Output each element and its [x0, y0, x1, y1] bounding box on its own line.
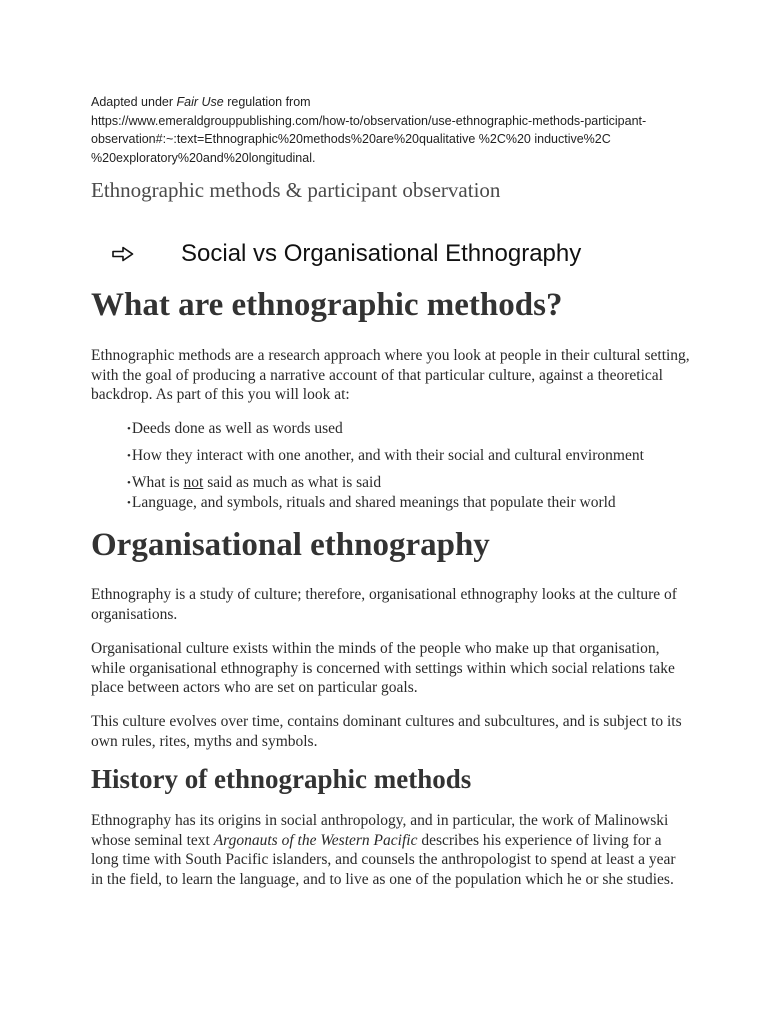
section1-intro-paragraph: Ethnographic methods are a research approach where you look at people in their cultural setting, with the goal of producing a narrative account of that particular culture, against a theoretical backdrop. As part of this you will look at: [91, 347, 690, 403]
list-item-text: How they interact with one another, and with their social and cultural environment [131, 447, 644, 464]
section3-paragraph [91, 811, 691, 889]
source-url-line-1[interactable]: https://www.emeraldgrouppublishing.com/how-to/observation/use-ethnographic-methods-participant- [91, 113, 647, 128]
list-item [127, 420, 343, 438]
list-item-text: What is [131, 474, 184, 491]
document-subtitle: Ethnographic methods & participant observation [91, 178, 501, 202]
attribution-note [91, 93, 701, 167]
bullet-dot: • [127, 477, 131, 489]
arrow-heading-text: Social vs Organisational Ethnography [181, 240, 582, 267]
paragraph-text: describes his experience of living for a long time with South Pacific islanders, and counsels the anthropologist to spend at least a year in the field, to learn the language, and to live as one of the population which he or she studies. [91, 831, 676, 888]
right-arrow-outline-icon [112, 246, 134, 262]
bullet-dot: • [127, 423, 131, 435]
list-item [127, 447, 644, 465]
attribution-prefix: Adapted under [91, 95, 177, 109]
section-heading-organisational-ethnography: Organisational ethnography [91, 527, 490, 563]
source-url-line-2[interactable]: observation#:~:text=Ethnographic%20methods%20are%20qualitative %2C%20 inductive%2C [91, 132, 611, 146]
list-item [127, 474, 381, 492]
bullet-dot: • [127, 497, 131, 509]
list-item-text: Language, and symbols, rituals and shared meanings that populate their world [131, 494, 616, 511]
list-item [127, 494, 616, 512]
arrow-heading-row [112, 236, 581, 272]
section2-paragraph-3: This culture evolves over time, contains dominant cultures and subcultures, and is subject to its own rules, rites, myths and symbols. [91, 713, 682, 750]
section-heading-what-are-methods: What are ethnographic methods? [91, 287, 563, 323]
attribution-suffix: regulation from [223, 95, 311, 109]
list-item-text: said as much as what is said [203, 474, 382, 491]
bullet-dot: • [127, 450, 131, 462]
section2-paragraph-1: Ethnography is a study of culture; therefore, organisational ethnography looks at the culture of organisations. [91, 586, 677, 623]
attribution-line [91, 93, 701, 112]
fair-use-term: Fair Use [176, 95, 224, 109]
paragraph-text: Ethnography has its origins in social anthropology, and in particular, the work of Malinowski whose seminal text [91, 812, 669, 849]
section-heading-history: History of ethnographic methods [91, 764, 472, 794]
book-title: Argonauts of the Western Pacific [213, 831, 418, 849]
list-item-text: Deeds done as well as words used [131, 420, 343, 437]
source-url-line-3[interactable]: %20exploratory%20and%20longitudinal. [91, 150, 316, 165]
section2-paragraph-2: Organisational culture exists within the minds of the people who make up that organisation, while organisational ethnography is concerned with settings within which social relations take place between actors who are set on particular goals. [91, 640, 675, 696]
underlined-word: not [183, 474, 204, 491]
